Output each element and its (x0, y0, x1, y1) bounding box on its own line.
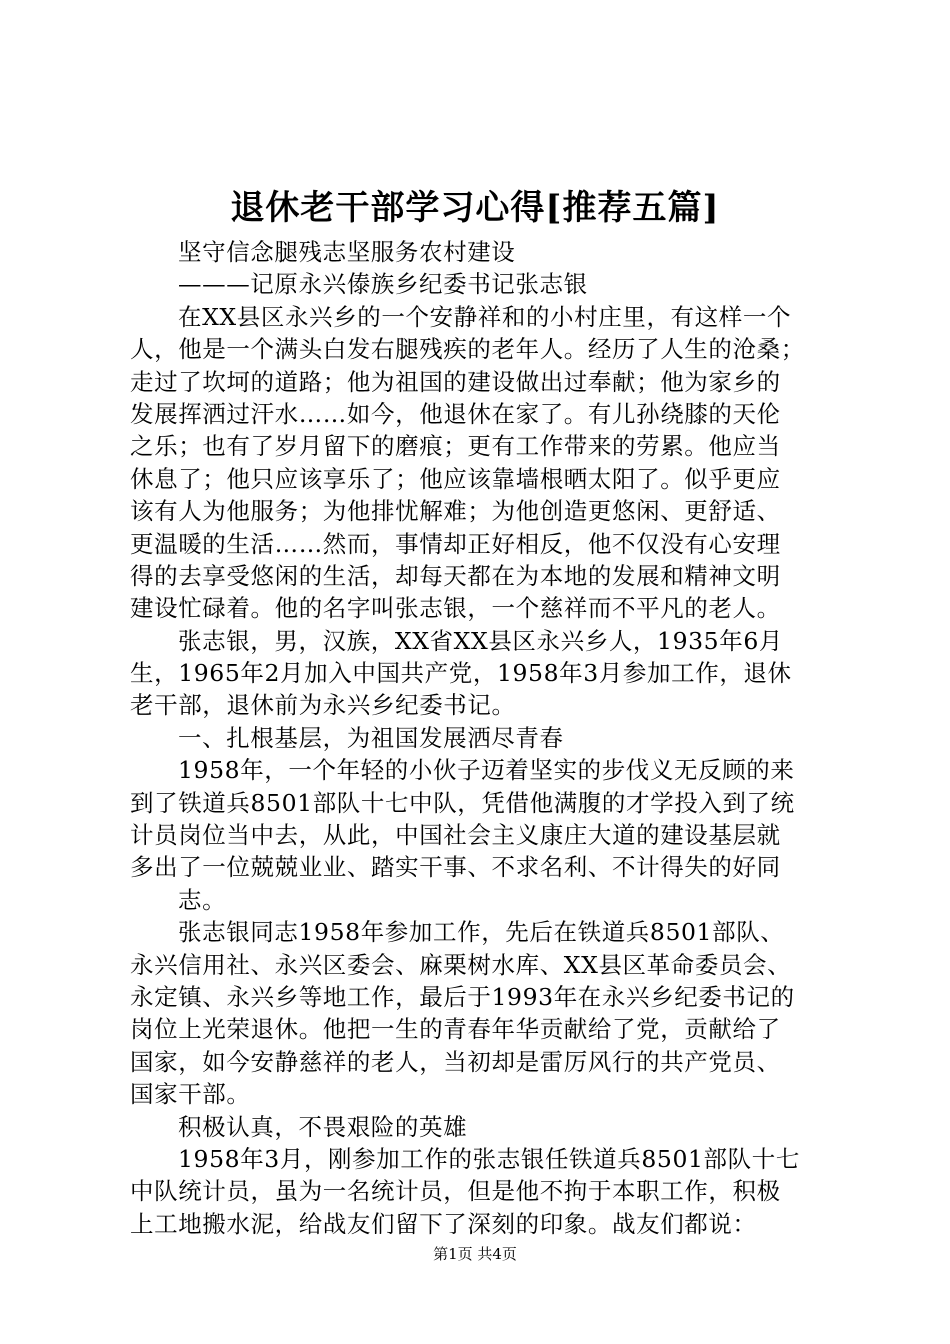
body-text-line: 1958年3月，刚参加工作的张志银任铁道兵8501部队十七 (178, 1144, 800, 1173)
body-text-line: 在XX县区永兴乡的一个安静祥和的小村庄里，有这样一个 (178, 302, 792, 331)
page-footer: 第1页 共4页 (433, 1245, 517, 1263)
body-text-line: ———记原永兴傣族乡纪委书记张志银 (178, 270, 588, 299)
body-text-line: 人，他是一个满头白发右腿残疾的老年人。经历了人生的沧桑； (130, 335, 805, 364)
body-text-line: 张志银，男，汉族，XX省XX县区永兴乡人，1935年6月 (178, 626, 783, 655)
body-text-line: 建设忙碌着。他的名字叫张志银，一个慈祥而不平凡的老人。 (130, 594, 781, 623)
body-text-line: 多出了一位兢兢业业、踏实干事、不求名利、不计得失的好同 (130, 853, 781, 882)
body-text-line: 坚守信念腿残志坚服务农村建设 (178, 238, 516, 266)
body-text-line: 生，1965年2月加入中国共产党，1958年3月参加工作，退休 (130, 659, 792, 688)
body-text-line: 国家干部。 (130, 1080, 251, 1109)
body-text-line: 一、扎根基层，为祖国发展洒尽青春 (178, 723, 564, 752)
document-body (130, 236, 830, 1240)
body-text-line: 走过了坎坷的道路；他为祖国的建设做出过奉献；他为家乡的 (130, 367, 781, 396)
body-text-line: 该有人为他服务；为他排忧解难；为他创造更悠闲、更舒适、 (130, 497, 781, 526)
body-text-line: 到了铁道兵8501部队十七中队，凭借他满腹的才学投入到了统 (130, 788, 795, 817)
body-text-line: 发展挥洒过汗水……如今，他退休在家了。有儿孙绕膝的天伦 (130, 399, 781, 428)
body-text-line: 上工地搬水泥，给战友们留下了深刻的印象。战友们都说： (130, 1209, 757, 1238)
body-text-line: 更温暖的生活……然而，事情却正好相反，他不仅没有心安理 (130, 529, 781, 558)
body-text-line: 志。 (178, 885, 227, 914)
body-text-line: 1958年，一个年轻的小伙子迈着坚实的步伐义无反顾的来 (178, 756, 795, 785)
body-text-line: 中队统计员，虽为一名统计员，但是他不拘于本职工作，积极 (130, 1177, 781, 1206)
body-text-line: 积极认真，不畏艰险的英雄 (178, 1112, 468, 1141)
body-text-line: 张志银同志1958年参加工作，先后在铁道兵8501部队、 (178, 918, 785, 947)
body-text-line: 计员岗位当中去，从此，中国社会主义康庄大道的建设基层就 (130, 821, 781, 850)
body-text-line: 休息了；他只应该享乐了；他应该靠墙根晒太阳了。似乎更应 (130, 464, 781, 493)
body-text-line: 永定镇、永兴乡等地工作，最后于1993年在永兴乡纪委书记的 (130, 982, 795, 1011)
body-text-line: 之乐；也有了岁月留下的磨痕；更有工作带来的劳累。他应当 (130, 432, 781, 461)
body-text-line: 得的去享受悠闲的生活，却每天都在为本地的发展和精神文明 (130, 561, 781, 590)
body-text-line: 老干部，退休前为永兴乡纪委书记。 (130, 691, 516, 720)
body-text-line: 永兴信用社、永兴区委会、麻栗树水库、XX县区革命委员会、 (130, 950, 792, 979)
body-text-line: 国家，如今安静慈祥的老人，当初却是雷厉风行的共产党员、 (130, 1047, 781, 1076)
body-text-line: 岗位上光荣退休。他把一生的青春年华贡献给了党，贡献给了 (130, 1015, 781, 1044)
document-title: 退休老干部学习心得[推荐五篇] (230, 188, 720, 228)
